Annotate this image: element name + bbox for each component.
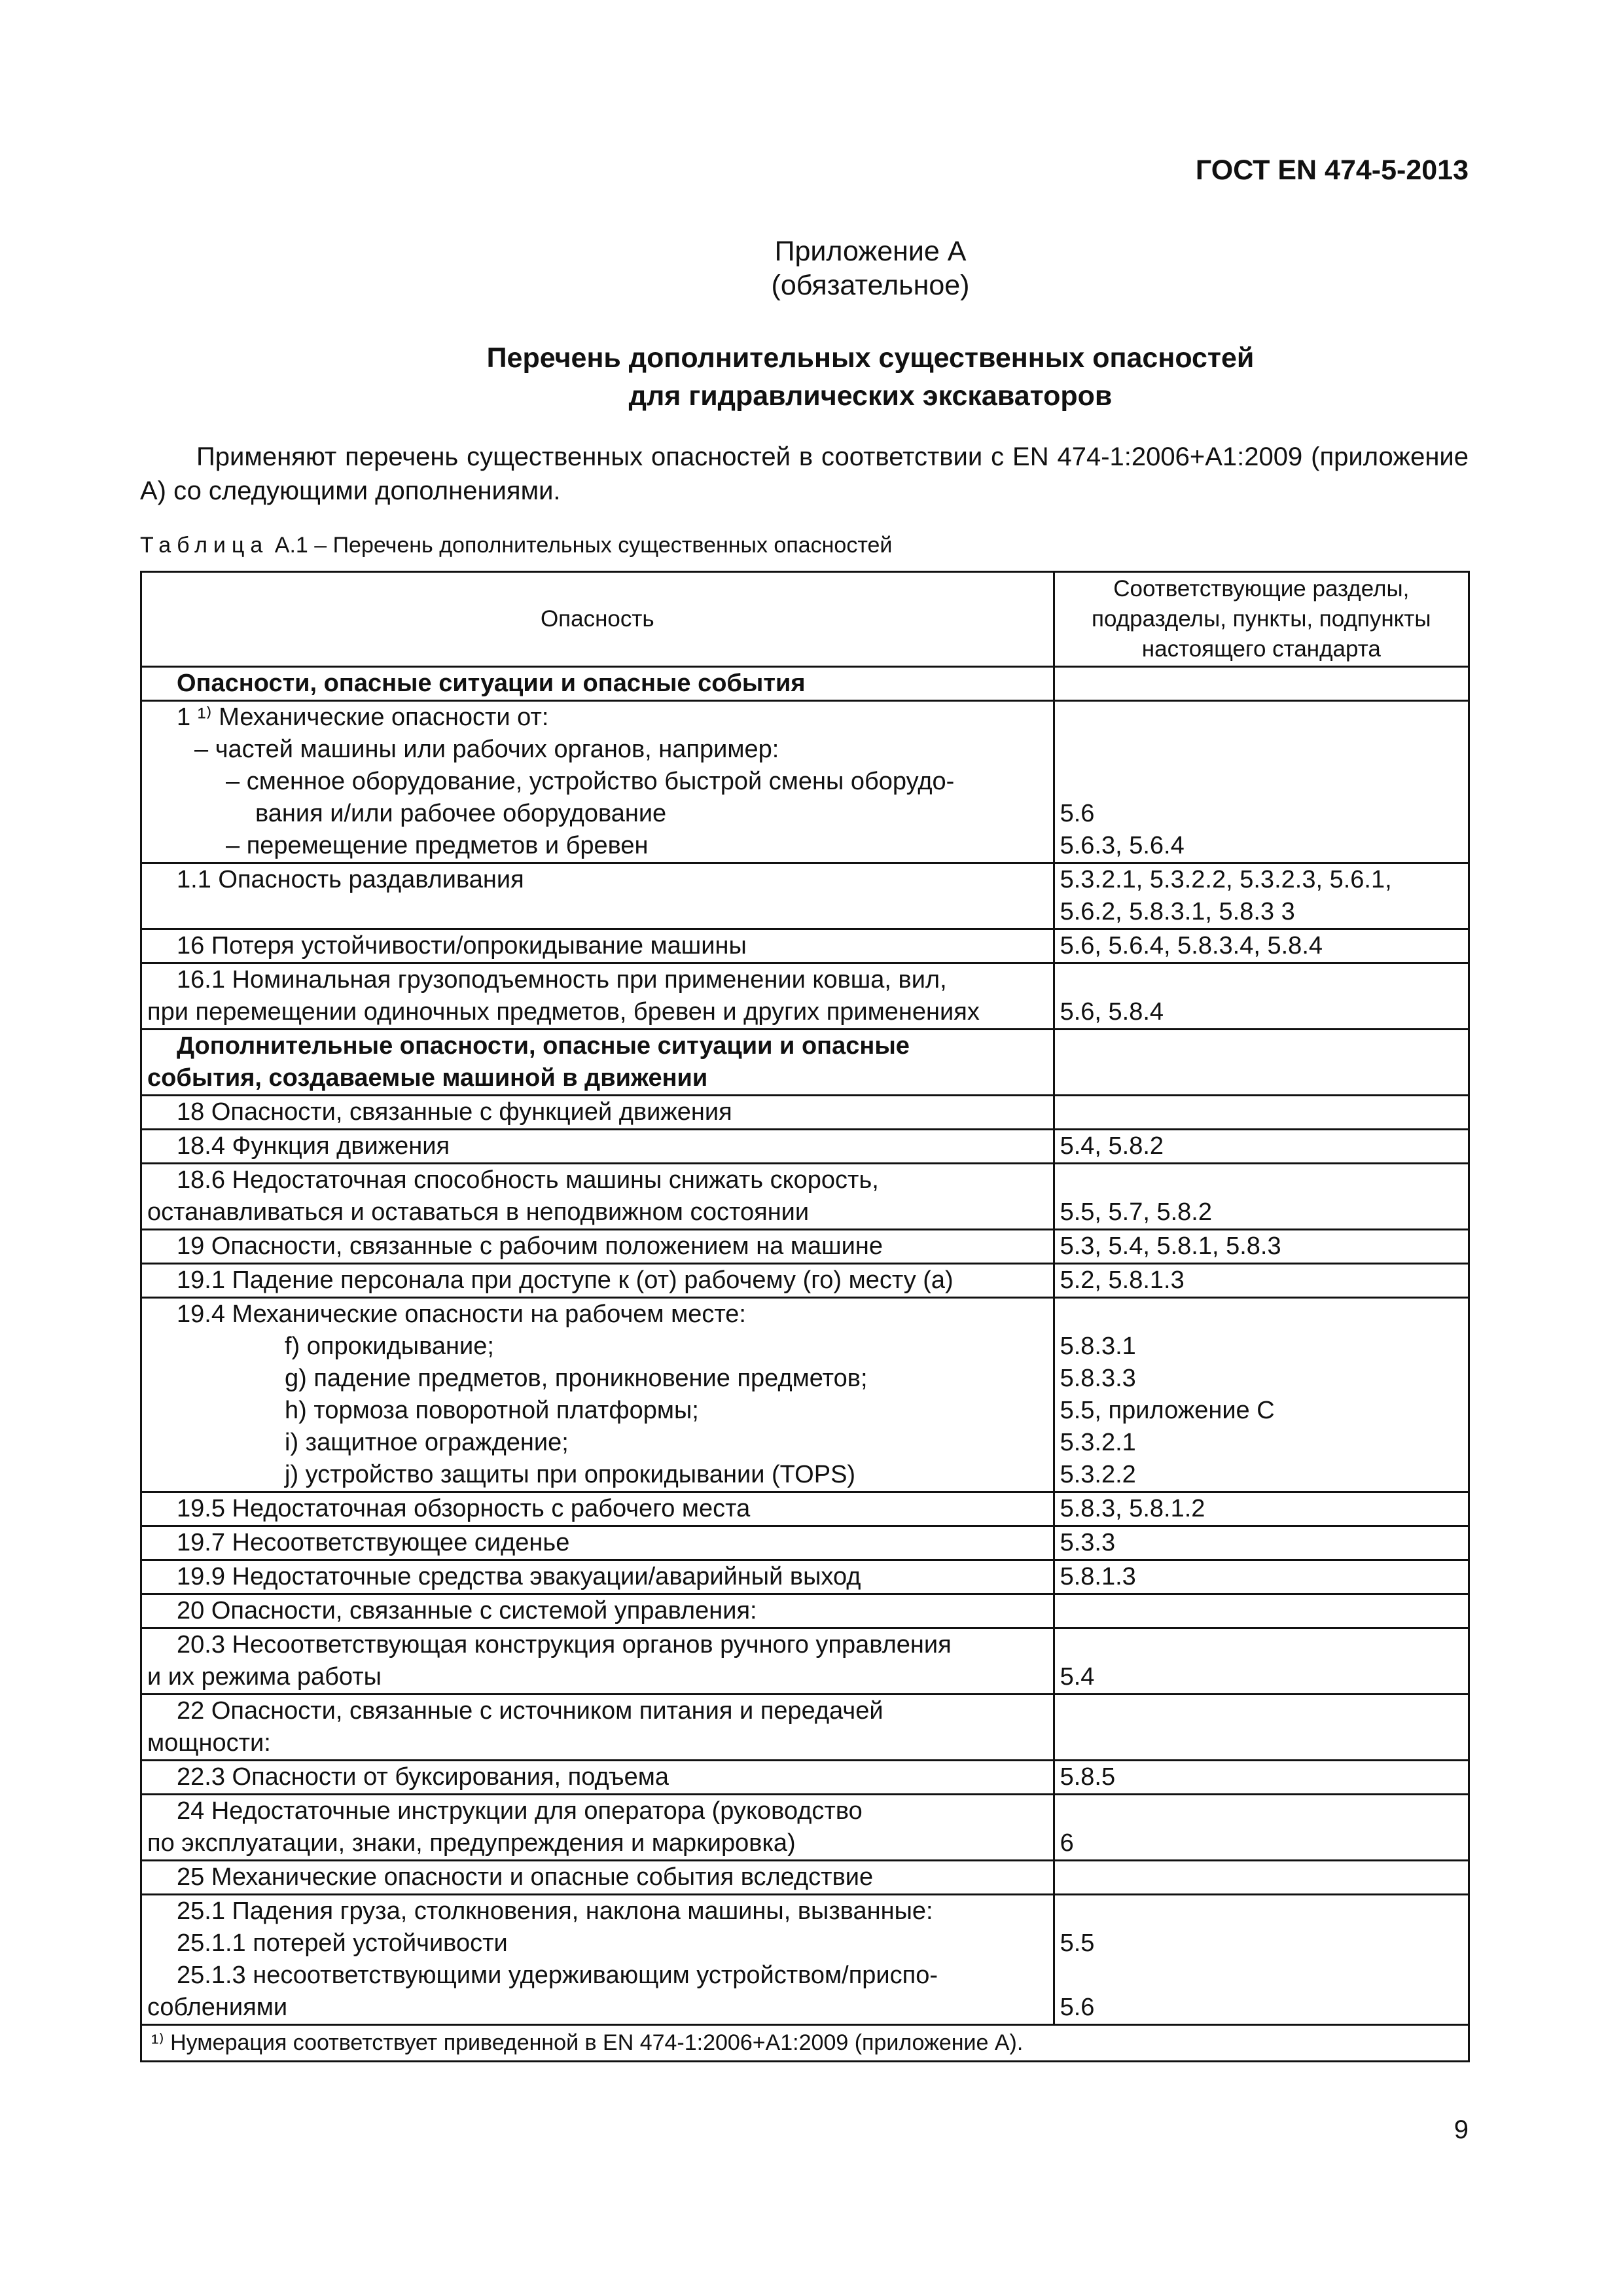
hazard-line: g) падение предметов, проникновение предметов; xyxy=(285,1365,868,1392)
hazard-line: i) защитное ограждение; xyxy=(285,1429,569,1456)
hazard-line: – перемещение предметов и бревен xyxy=(226,832,649,859)
reference-line xyxy=(1060,668,1463,700)
table-row xyxy=(141,667,1469,701)
table-row xyxy=(141,1264,1469,1298)
table-header-row xyxy=(141,572,1469,667)
hazard-line: 19.7 Несоответствующее сиденье xyxy=(177,1529,570,1556)
hazard-cell xyxy=(141,1628,1054,1695)
hazard-line: 18 Опасности, связанные с функцией движения xyxy=(177,1098,732,1126)
hazard-line: Дополнительные опасности, опасные ситуации и опасные xyxy=(177,1032,910,1060)
hazard-line: 20.3 Несоответствующая конструкция органов ручного управления xyxy=(177,1631,952,1659)
reference-line: 5.8.3, 5.8.1.2 xyxy=(1060,1495,1205,1522)
reference-cell xyxy=(1054,963,1469,1030)
reference-line xyxy=(1060,1895,1463,1928)
hazard-cell xyxy=(141,863,1054,929)
table-row xyxy=(141,963,1469,1030)
table-caption-text: А.1 – Перечень дополнительных существенных опасностей xyxy=(274,533,893,558)
hazard-cell xyxy=(141,963,1054,1030)
hazard-line: 24 Недостаточные инструкции для оператора (руководство xyxy=(177,1797,863,1825)
document-code: ГОСТ EN 474-5-2013 xyxy=(1195,154,1469,186)
reference-line: 5.6 xyxy=(1060,800,1095,827)
annex-heading xyxy=(59,339,1623,415)
hazard-line: 1 ¹⁾ Механические опасности от: xyxy=(177,704,549,731)
hazard-cell xyxy=(141,1492,1054,1526)
table-row xyxy=(141,1030,1469,1096)
hazard-line: – сменное оборудование, устройство быстрой смены оборудо- xyxy=(226,768,955,795)
reference-line: 5.4, 5.8.2 xyxy=(1060,1132,1164,1160)
reference-line: 5.6.2, 5.8.3.1, 5.8.3 3 xyxy=(1060,898,1295,925)
hazard-cell xyxy=(141,1594,1054,1628)
reference-line xyxy=(1060,1695,1463,1727)
hazard-line: f) опрокидывание; xyxy=(285,1333,494,1360)
reference-line xyxy=(1060,734,1463,766)
reference-cell xyxy=(1054,929,1469,963)
reference-line: 5.5, приложение С xyxy=(1060,1397,1275,1424)
annex-status: (обязательное) xyxy=(771,270,970,301)
reference-line xyxy=(1060,1595,1463,1627)
hazard-cell xyxy=(141,701,1054,863)
reference-cell xyxy=(1054,1164,1469,1230)
hazard-line: 1.1 Опасность раздавливания xyxy=(177,866,524,893)
reference-line xyxy=(1060,1861,1463,1893)
column-header-hazard: Опасность xyxy=(141,572,1054,667)
hazard-line: j) устройство защиты при опрокидывании (TOPS) xyxy=(285,1461,856,1488)
table-row xyxy=(141,1492,1469,1526)
hazard-cell xyxy=(141,1298,1054,1492)
hazard-line: 18.6 Недостаточная способность машины снижать скорость, xyxy=(177,1166,879,1194)
reference-cell xyxy=(1054,1628,1469,1695)
hazard-line: 19 Опасности, связанные с рабочим положением на машине xyxy=(177,1232,883,1260)
table-row xyxy=(141,1594,1469,1628)
reference-line: 5.2, 5.8.1.3 xyxy=(1060,1266,1185,1294)
hazard-line: 19.5 Недостаточная обзорность с рабочего места xyxy=(177,1495,751,1522)
hazard-line: 19.4 Механические опасности на рабочем месте: xyxy=(177,1300,746,1328)
table-footnote-row xyxy=(141,2025,1469,2062)
hazard-cell xyxy=(141,1130,1054,1164)
table-row xyxy=(141,1298,1469,1492)
table-row xyxy=(141,1695,1469,1761)
table-row xyxy=(141,1096,1469,1130)
reference-line xyxy=(1060,702,1463,734)
table-row xyxy=(141,1795,1469,1861)
reference-line: 5.6 xyxy=(1060,1994,1095,2021)
hazard-cell xyxy=(141,929,1054,963)
reference-cell xyxy=(1054,1526,1469,1560)
table-row xyxy=(141,1628,1469,1695)
reference-line xyxy=(1060,964,1463,996)
reference-line: 6 xyxy=(1060,1829,1074,1857)
reference-line xyxy=(1060,1795,1463,1827)
hazard-line: 16.1 Номинальная грузоподъемность при применении ковша, вил, xyxy=(177,966,947,994)
hazard-line: останавливаться и оставаться в неподвижном состоянии xyxy=(147,1198,810,1226)
intro-paragraph: Применяют перечень существенных опасностей в соответствии с EN 474-1:2006+A1:2009 (приложение А) со следующими дополнениями. xyxy=(140,442,1469,505)
hazard-line: 25 Механические опасности и опасные события вследствие xyxy=(177,1863,874,1891)
reference-cell xyxy=(1054,1130,1469,1164)
reference-cell xyxy=(1054,1560,1469,1594)
table-caption-label: Таблица xyxy=(140,533,269,558)
table-caption xyxy=(140,533,892,558)
hazard-cell xyxy=(141,1230,1054,1264)
hazard-line: мощности: xyxy=(147,1729,271,1757)
reference-line: 5.8.3.1 xyxy=(1060,1333,1136,1360)
reference-line xyxy=(1060,1629,1463,1661)
reference-line: 5.3, 5.4, 5.8.1, 5.8.3 xyxy=(1060,1232,1281,1260)
hazard-line: соблениями xyxy=(147,1994,288,2021)
reference-line: 5.6, 5.8.4 xyxy=(1060,998,1164,1026)
reference-cell xyxy=(1054,863,1469,929)
hazard-line: 19.1 Падение персонала при доступе к (от) рабочему (го) месту (а) xyxy=(177,1266,954,1294)
table-row xyxy=(141,929,1469,963)
reference-line: 5.5, 5.7, 5.8.2 xyxy=(1060,1198,1212,1226)
table-row xyxy=(141,863,1469,929)
reference-cell xyxy=(1054,1096,1469,1130)
hazard-line: 25.1.3 несоответствующими удерживающим устройством/приспо- xyxy=(177,1962,938,1989)
table-row xyxy=(141,1164,1469,1230)
annex-heading-line2: для гидравлических экскаваторов xyxy=(628,380,1113,412)
reference-cell xyxy=(1054,1594,1469,1628)
table-row xyxy=(141,1761,1469,1795)
table-row xyxy=(141,701,1469,863)
reference-cell xyxy=(1054,1030,1469,1096)
table-row xyxy=(141,1560,1469,1594)
hazard-cell xyxy=(141,1861,1054,1895)
reference-line: 5.3.3 xyxy=(1060,1529,1116,1556)
reference-cell xyxy=(1054,1298,1469,1492)
hazard-line: при перемещении одиночных предметов, бревен и других применениях xyxy=(147,998,980,1026)
table-row xyxy=(141,1861,1469,1895)
reference-line xyxy=(1060,1030,1463,1062)
reference-line: 5.5 xyxy=(1060,1929,1095,1957)
reference-line: 5.3.2.2 xyxy=(1060,1461,1136,1488)
reference-line: 5.6.3, 5.6.4 xyxy=(1060,832,1185,859)
reference-line: 5.6, 5.6.4, 5.8.3.4, 5.8.4 xyxy=(1060,932,1323,960)
reference-cell xyxy=(1054,1230,1469,1264)
reference-line: 5.3.2.1, 5.3.2.2, 5.3.2.3, 5.6.1, xyxy=(1060,866,1392,893)
reference-cell xyxy=(1054,1795,1469,1861)
hazard-cell xyxy=(141,1030,1054,1096)
hazard-cell xyxy=(141,1795,1054,1861)
reference-cell xyxy=(1054,667,1469,701)
hazard-line: 19.9 Недостаточные средства эвакуации/аварийный выход xyxy=(177,1563,861,1590)
reference-line xyxy=(1060,766,1463,798)
hazard-line: Опасности, опасные ситуации и опасные события xyxy=(177,670,806,697)
reference-cell xyxy=(1054,1264,1469,1298)
hazard-cell xyxy=(141,1164,1054,1230)
hazard-cell xyxy=(141,1761,1054,1795)
hazard-line: 22 Опасности, связанные с источником питания и передачей xyxy=(177,1697,883,1725)
column-header-references: Соответствующие разделы, подразделы, пункты, подпункты настоящего стандарта xyxy=(1054,572,1469,667)
hazard-line: – частей машины или рабочих органов, например: xyxy=(194,736,779,763)
annex-title-block xyxy=(59,234,1623,302)
hazard-cell xyxy=(141,667,1054,701)
hazard-line: 25.1.1 потерей устойчивости xyxy=(177,1929,508,1957)
hazard-cell xyxy=(141,1096,1054,1130)
hazard-line: по эксплуатации, знаки, предупреждения и маркировка) xyxy=(147,1829,796,1857)
hazard-cell xyxy=(141,1560,1054,1594)
reference-cell xyxy=(1054,1695,1469,1761)
hazard-cell xyxy=(141,1695,1054,1761)
hazard-line: 16 Потеря устойчивости/опрокидывание машины xyxy=(177,932,747,960)
annex-heading-line1: Перечень дополнительных существенных опасностей xyxy=(486,342,1255,374)
table-body xyxy=(141,667,1469,2025)
reference-line xyxy=(1060,1164,1463,1196)
hazard-line: 18.4 Функция движения xyxy=(177,1132,450,1160)
reference-line xyxy=(1060,1960,1463,1992)
reference-cell xyxy=(1054,1761,1469,1795)
table-row xyxy=(141,1130,1469,1164)
reference-line: 5.4 xyxy=(1060,1663,1095,1691)
hazard-line: h) тормоза поворотной платформы; xyxy=(285,1397,699,1424)
reference-cell xyxy=(1054,1895,1469,2025)
reference-cell xyxy=(1054,1492,1469,1526)
hazard-line: и их режима работы xyxy=(147,1663,382,1691)
reference-line: 5.8.3.3 xyxy=(1060,1365,1136,1392)
reference-line: 5.3.2.1 xyxy=(1060,1429,1136,1456)
reference-cell xyxy=(1054,701,1469,863)
reference-line xyxy=(1060,1096,1463,1128)
table-row xyxy=(141,1895,1469,2025)
hazard-line: 25.1 Падения груза, столкновения, наклона машины, вызванные: xyxy=(177,1897,933,1925)
hazard-cell xyxy=(141,1895,1054,2025)
table-row xyxy=(141,1230,1469,1264)
hazard-line: события, создаваемые машиной в движении xyxy=(147,1064,708,1092)
annex-title: Приложение А xyxy=(774,236,967,267)
reference-line: 5.8.5 xyxy=(1060,1763,1116,1791)
hazard-line: 22.3 Опасности от буксирования, подъема xyxy=(177,1763,669,1791)
table-row xyxy=(141,1526,1469,1560)
reference-line xyxy=(1060,1299,1463,1331)
hazard-line: вания и/или рабочее оборудование xyxy=(255,800,667,827)
hazard-cell xyxy=(141,1526,1054,1560)
hazard-table xyxy=(140,571,1470,2062)
hazard-line: 20 Опасности, связанные с системой управления: xyxy=(177,1597,757,1624)
reference-cell xyxy=(1054,1861,1469,1895)
page-number: 9 xyxy=(1454,2115,1469,2144)
reference-line: 5.8.1.3 xyxy=(1060,1563,1136,1590)
table-footnote: ¹⁾ Нумерация соответствует приведенной в EN 474-1:2006+A1:2009 (приложение А). xyxy=(141,2025,1469,2062)
hazard-cell xyxy=(141,1264,1054,1298)
